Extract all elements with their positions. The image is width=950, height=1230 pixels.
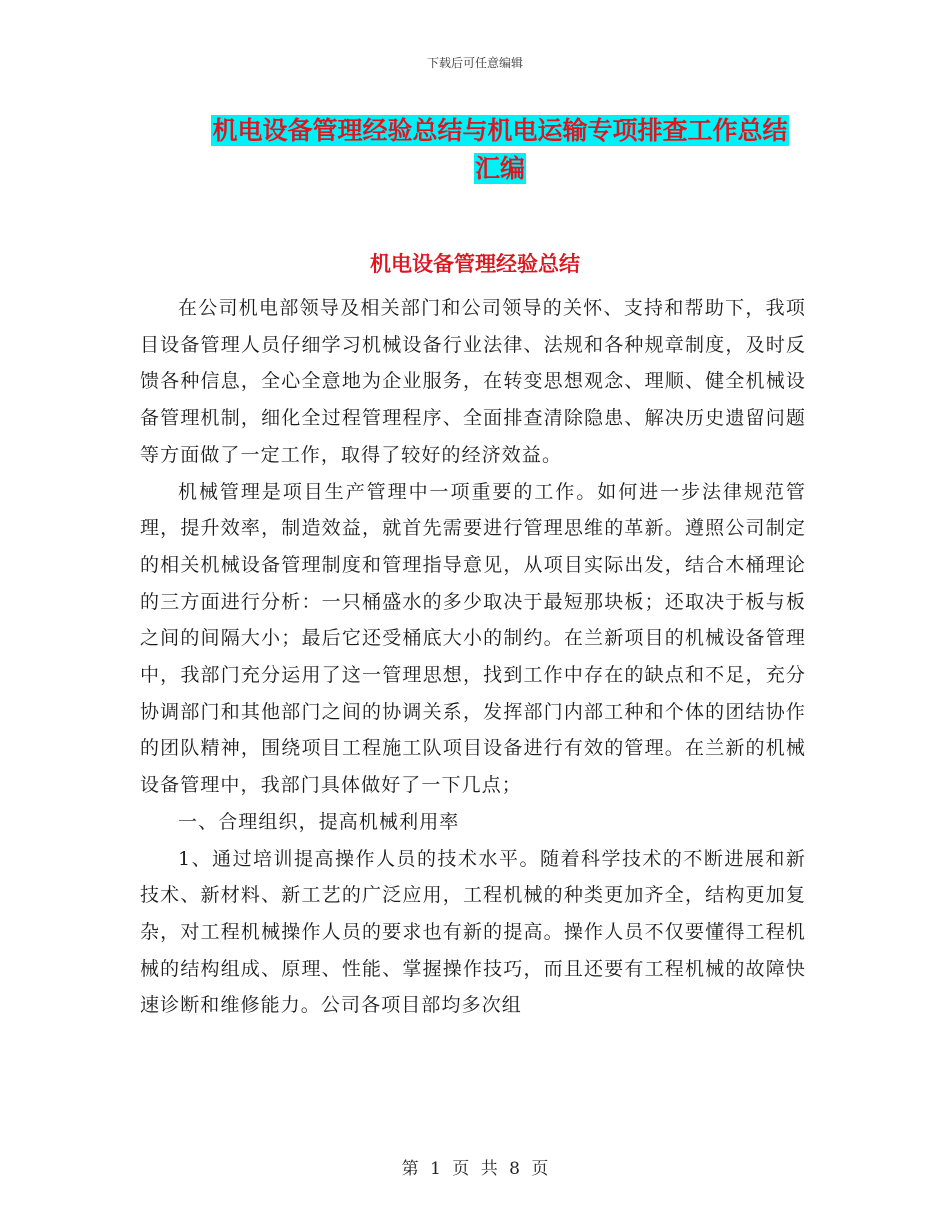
header-note: 下载后可任意编辑 (426, 56, 523, 70)
paragraph: 机械管理是项目生产管理中一项重要的工作。如何进一步法律规范管理，提升效率，制造效益，就首先需要进行管理思维的革新。遵照公司制定的相关机械设备管理制度和管理指导意见，从项目实际出发，结合木桶理论的三方面进行分析：一只桶盛水的多少取决于最短那块板；还取决于板与板之间的间隔大小；最后它还受桶底大小的制约。在兰新项目的机械设备管理中，我部门充分运用了这一管理思想，找到工作中存在的缺点和不足，充分协调部门和其他部门之间的协调关系，发挥部门内部工种和个体的团结协作的团队精神，围绕项目工程施工队项目设备进行有效的管理。在兰新的机械设备管理中，我部门具体做好了一下几点； (140, 480, 806, 797)
section-title: 机电设备管理经验总结 (370, 252, 580, 276)
paragraph: 在公司机电部领导及相关部门和公司领导的关怀、支持和帮助下，我项目设备管理人员仔细学习机械设备行业法律、法规和各种规章制度，及时反馈各种信息，全心全意地为企业服务，在转变思想观念、理顺、健全机械设备管理机制，细化全过程管理程序、全面排查清除隐患、解决历史遗留问题等方面做了一定工作，取得了较好的经济效益。 (140, 297, 806, 466)
paragraph-heading: 一、合理组织，提高机械利用率 (178, 810, 460, 833)
page-number: 第 1 页 共 8 页 (401, 1159, 549, 1179)
title-line-1: 机电设备管理经验总结与机电运输专项排查工作总结 (212, 116, 788, 145)
document-title (150, 112, 850, 188)
paragraph: 1、通过培训提高操作人员的技术水平。随着科学技术的不断进展和新技术、新材料、新工艺的广泛应用，工程机械的种类更加齐全，结构更加复杂，对工程机械操作人员的要求也有新的提高。操作人员不仅要懂得工程机械的结构组成、原理、性能、掌握操作技巧，而且还要有工程机械的故障快速诊断和维修能力。公司各项目部均多次组 (140, 847, 806, 1017)
title-line-2: 汇编 (474, 154, 525, 183)
document-body (140, 290, 806, 1024)
